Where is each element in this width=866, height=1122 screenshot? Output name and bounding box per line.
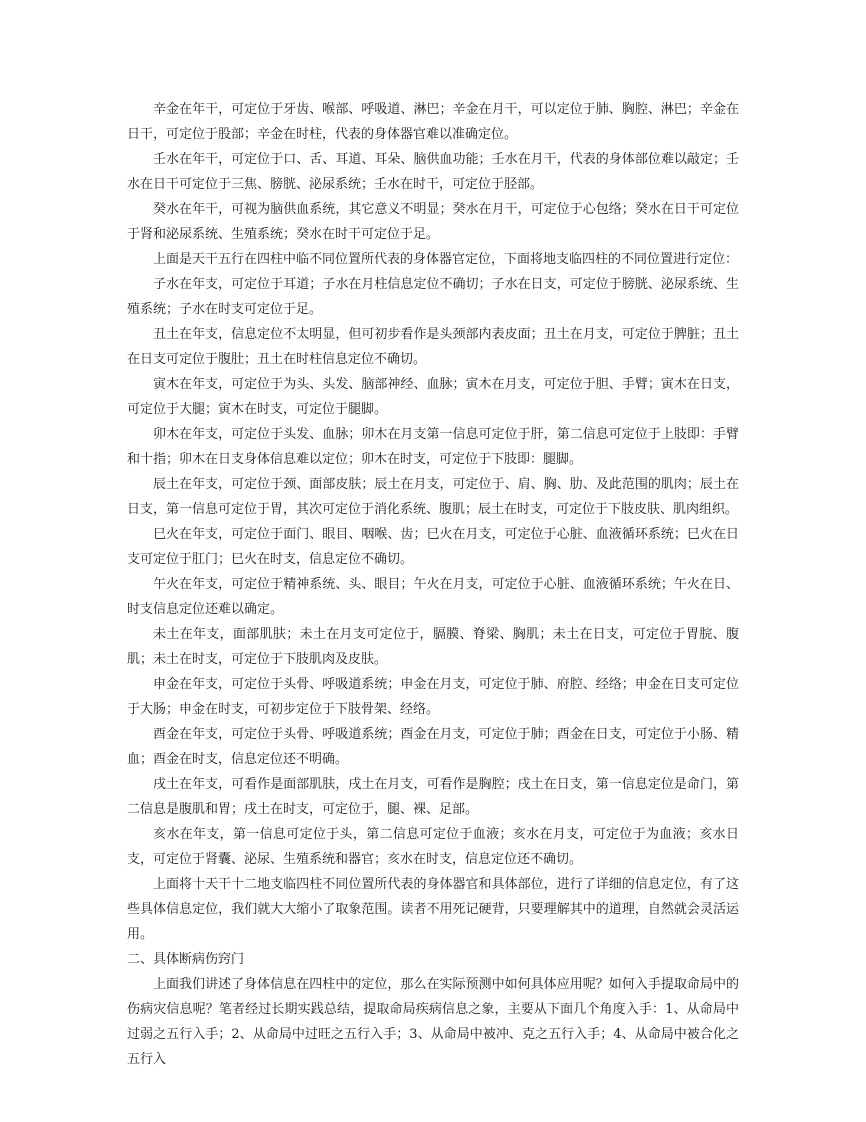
section-heading: 二、具体断病伤窍门: [127, 952, 245, 967]
paragraph-ren-water: 壬水在年干，可定位于口、舌、耳道、耳朵、脑供血功能；壬水在月干，代表的身体部位难以敲定；壬水在日干可定位于三焦、膀胱、泌尿系统；壬水在时干，可定位于胫部。: [127, 152, 739, 192]
paragraph-si-fire: 巳火在年支，可定位于面门、眼目、咽喉、齿；巳火在月支，可定位于心脏、血液循环系统；巳火在日支可定位于肛门；巳火在时支，信息定位不确切。: [127, 527, 739, 567]
paragraph-xin-metal: 辛金在年干，可定位于牙齿、喉部、呼吸道、淋巴；辛金在月干，可以定位于肺、胸腔、淋巴；辛金在日干，可定位于股部；辛金在时柱，代表的身体器官难以准确定位。: [127, 102, 739, 142]
paragraph-method-intro: 上面我们讲述了身体信息在四柱中的定位，那么在实际预测中如何具体应用呢？如何入手提取命局中的伤病灾信息呢？笔者经过长期实践总结，提取命局疾病信息之象，主要从下面几个角度入手：1、从命局中过弱之五行入手；2、从命局中过旺之五行入手；3、从命局中被冲、克之五行入手；4、从命局中被合化之五行入: [127, 977, 739, 1067]
paragraph-hai-water: 亥水在年支，第一信息可定位于头，第二信息可定位于血液；亥水在月支，可定位于为血液；亥水日支，可定位于肾囊、泌尿、生殖系统和器官；亥水在时支，信息定位还不确切。: [127, 827, 739, 867]
paragraph-chen-earth: 辰土在年支，可定位于颈、面部皮肤；辰土在月支，可定位于、肩、胸、肋、及此范围的肌肉；辰土在日支，第一信息可定位于胃，其次可定位于消化系统、腹肌；辰土在时支，可定位于下肢皮肤、肌肉组织。: [127, 477, 739, 517]
paragraph-shen-metal: 申金在年支，可定位于头骨、呼吸道系统；申金在月支，可定位于肺、府腔、经络；申金在日支可定位于大肠；申金在时支，可初步定位于下肢骨架、经络。: [127, 677, 739, 717]
paragraph-transition-branches: 上面是天干五行在四柱中临不同位置所代表的身体器官定位，下面将地支临四柱的不同位置进行定位：: [153, 252, 739, 267]
paragraph-yin-wood: 寅木在年支，可定位于为头、头发、脑部神经、血脉；寅木在月支，可定位于胆、手臂；寅木在日支，可定位于大腿；寅木在时支，可定位于腿脚。: [127, 377, 739, 417]
paragraph-gui-water: 癸水在年干，可视为脑供血系统，其它意义不明显；癸水在月干，可定位于心包络；癸水在日干可定位于肾和泌尿系统、生殖系统；癸水在时干可定位于足。: [127, 202, 739, 242]
paragraph-xu-earth: 戌土在年支，可看作是面部肌肤，戌土在月支，可看作是胸腔；戌土在日支，第一信息定位是命门，第二信息是腹肌和胃；戌土在时支，可定位于，腿、裸、足部。: [127, 777, 739, 817]
paragraph-wu-fire: 午火在年支，可定位于精神系统、头、眼目；午火在月支，可定位于心脏、血液循环系统；午火在日、时支信息定位还难以确定。: [127, 577, 739, 617]
paragraph-summary: 上面将十天干十二地支临四柱不同位置所代表的身体器官和具体部位，进行了详细的信息定位，有了这些具体信息定位，我们就大大缩小了取象范围。读者不用死记硬背，只要理解其中的道理，自然就会灵活运用。: [127, 877, 739, 942]
document-body: [127, 97, 739, 1072]
paragraph-mao-wood: 卯木在年支，可定位于头发、血脉；卯木在月支第一信息可定位于肝，第二信息可定位于上肢即：手臂和十指；卯木在日支身体信息难以定位；卯木在时支，可定位于下肢即：腿脚。: [127, 427, 739, 467]
paragraph-you-metal: 酉金在年支，可定位于头骨、呼吸道系统；酉金在月支，可定位于肺；酉金在日支，可定位于小肠、精血；酉金在时支，信息定位还不明确。: [127, 727, 739, 767]
paragraph-wei-earth: 未土在年支，面部肌肤；未土在月支可定位于，膈膜、脊梁、胸肌；未土在日支，可定位于胃脘、腹肌；未土在时支，可定位于下肢肌肉及皮肤。: [127, 627, 739, 667]
paragraph-chou-earth: 丑土在年支，信息定位不太明显，但可初步看作是头颈部内表皮面；丑土在月支，可定位于脾脏；丑土在日支可定位于腹肚；丑土在时柱信息定位不确切。: [127, 327, 739, 367]
paragraph-zi-water: 子水在年支，可定位于耳道；子水在月柱信息定位不确切；子水在日支，可定位于膀胱、泌尿系统、生殖系统；子水在时支可定位于足。: [127, 277, 739, 317]
